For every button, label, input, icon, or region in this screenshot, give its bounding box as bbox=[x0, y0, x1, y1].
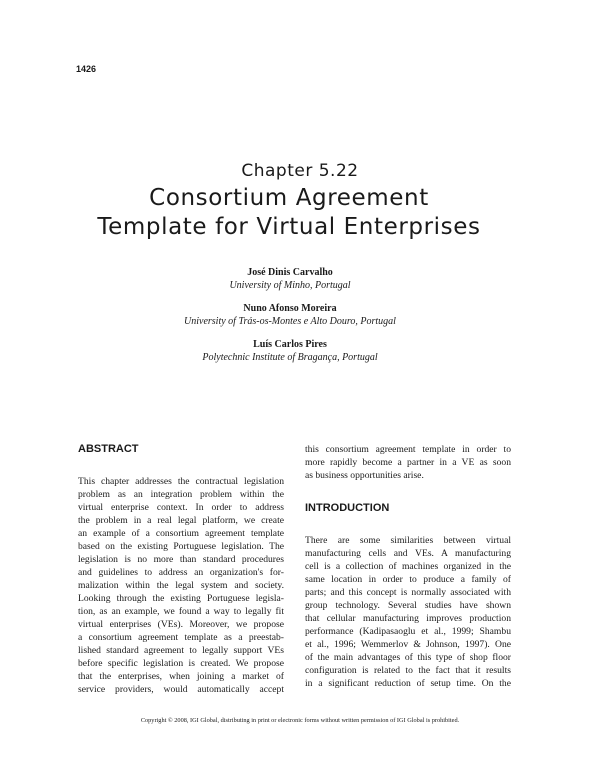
author-block bbox=[0, 338, 580, 364]
page-number: 1426 bbox=[76, 64, 97, 74]
abstract-continuation bbox=[305, 443, 511, 482]
text-line: before specific legislation is created. We propose bbox=[78, 658, 284, 669]
text-line: this consortium agreement template in order to bbox=[305, 444, 511, 455]
text-line: et al., 1996; Wemmerlov & Johnson, 1997). One bbox=[305, 639, 511, 650]
text-line: virtual enterprises (VEs). Moreover, we propose bbox=[78, 619, 284, 630]
text-line: cell is a collection of machines organized in the bbox=[305, 561, 511, 572]
author-name: Luís Carlos Pires bbox=[253, 339, 327, 350]
text-line: parts; and this concept is normally associated with bbox=[305, 587, 511, 598]
text-line: service providers, would automatically accept bbox=[78, 684, 284, 695]
text-line: and guidelines to address an organization's for- bbox=[78, 567, 284, 578]
text-line: legislation is no more than standard procedures bbox=[78, 554, 284, 565]
abstract-paragraph bbox=[78, 475, 284, 696]
left-column bbox=[78, 443, 284, 696]
text-line: virtual enterprise context. In order to address bbox=[78, 502, 284, 513]
copyright-footer: Copyright © 2008, IGI Global, distributing in print or electronic forms without written permission of IGI Global is prohibited. bbox=[140, 717, 460, 724]
text-line: same location in order to produce a family of bbox=[305, 574, 511, 585]
text-line: tion, as an example, we found a way to legally fit bbox=[78, 606, 284, 617]
text-line: configuration is related to the fact that it results bbox=[305, 665, 511, 676]
text-line: problem as an integration problem within the bbox=[78, 489, 284, 500]
text-line: group technology. Several studies have shown bbox=[305, 600, 511, 611]
text-line: This chapter addresses the contractual legislation bbox=[78, 476, 284, 487]
text-line: the problem in a real legal platform, we create bbox=[78, 515, 284, 526]
author-name: Nuno Afonso Moreira bbox=[243, 303, 337, 314]
chapter-title-line: Template for Virtual Enterprises bbox=[97, 214, 481, 240]
text-line: There are some similarities between virtual bbox=[305, 535, 511, 546]
author-list bbox=[0, 266, 580, 374]
author-affiliation: University of Minho, Portugal bbox=[229, 280, 351, 291]
author-block bbox=[0, 266, 580, 292]
text-line: lished standard agreement to legally support VEs bbox=[78, 645, 284, 656]
right-column bbox=[305, 443, 511, 690]
text-line: that the enterprises, when joining a market of bbox=[78, 671, 284, 682]
text-line: manufacturing cells and VEs. A manufacturing bbox=[305, 548, 511, 559]
text-line: malization within the legal system and society. bbox=[78, 580, 284, 591]
introduction-paragraph bbox=[305, 534, 511, 690]
author-affiliation: Polytechnic Institute of Bragança, Portugal bbox=[202, 352, 378, 363]
text-line: in a significant reduction of setup time. On the bbox=[305, 678, 511, 689]
text-line: an example of a consortium agreement template bbox=[78, 528, 284, 539]
author-affiliation: University of Trás-os-Montes e Alto Douro, Portugal bbox=[184, 316, 396, 327]
chapter-title bbox=[0, 184, 578, 242]
text-line: as business opportunities arise. bbox=[305, 470, 424, 481]
text-line: based on the existing Portuguese legislation. The bbox=[78, 541, 284, 552]
chapter-label: Chapter 5.22 bbox=[241, 161, 359, 181]
chapter-title-line: Consortium Agreement bbox=[149, 185, 429, 211]
text-line: Looking through the existing Portuguese legisla- bbox=[78, 593, 284, 604]
text-line: of the main advantages of this type of shop floor bbox=[305, 652, 511, 663]
text-line: a consortium agreement template as a preestab- bbox=[78, 632, 284, 643]
text-line: more rapidly become a partner in a VE as soon bbox=[305, 457, 511, 468]
author-name: José Dinis Carvalho bbox=[247, 267, 333, 278]
abstract-heading: ABSTRACT bbox=[78, 443, 139, 455]
text-line: that cellular manufacturing improves production bbox=[305, 613, 511, 624]
text-line: performance (Kadipasaoglu et al., 1999; Shambu bbox=[305, 626, 511, 637]
author-block bbox=[0, 302, 580, 328]
introduction-heading: INTRODUCTION bbox=[305, 502, 390, 514]
